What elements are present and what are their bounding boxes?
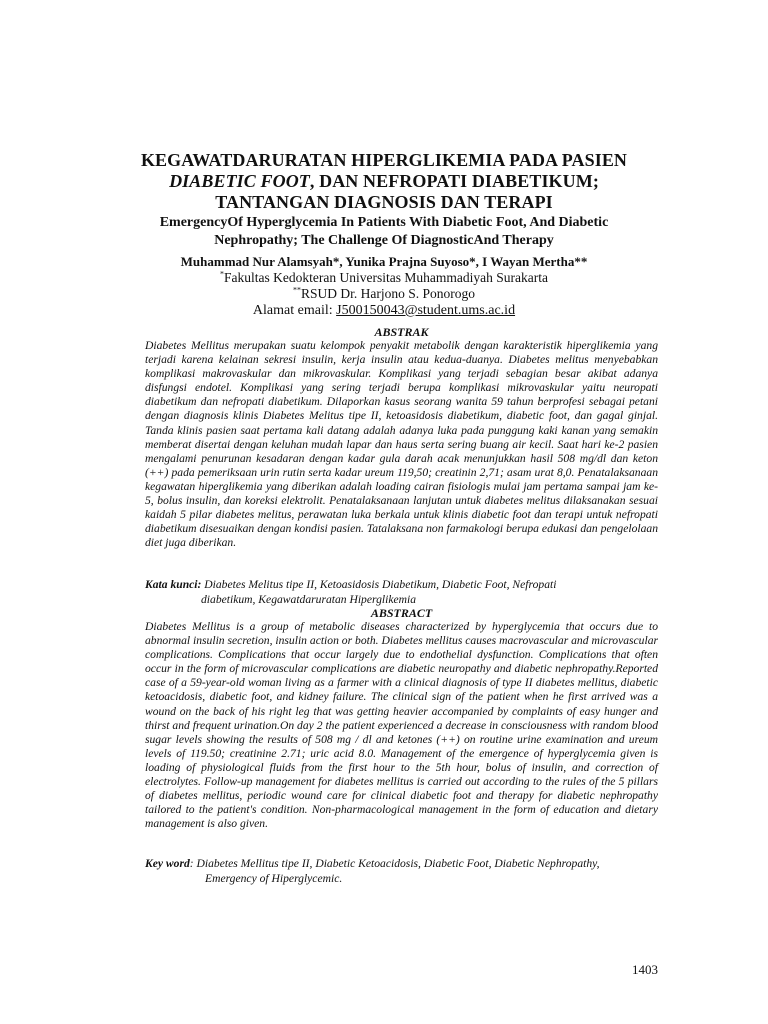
title-italic-term: DIABETIC FOOT [169, 171, 310, 191]
english-title-line-2: Nephropathy; The Challenge Of DiagnosticAnd Therapy [214, 233, 554, 248]
email-label: Alamat email: [252, 303, 337, 318]
key-word-line-2: Emergency of Hiperglycemic. [205, 871, 343, 885]
abstract-text: Diabetes Mellitus is a group of metabolic diseases characterized by hyperglycemia that occurs due to abnormal insulin secretion, insulin action or both. Diabetes mellitus causes macrovascular and microvascular complications. Complications that occur largely due to endothelial dysfunction. Complications that often occur in the form of microvascular complications are diabetic neuropathy and diabetic nephropathy.Reported case of a 59-year-old woman living as a farmer with a clinical diagnosis of type II diabetes mellitus, diabetic ketoacidosis, diabetic foot, and kidney failure. The clinical sign of the patient when he first arrived was a wound on the back of his right leg that was getting heavier accompanied by complaints of easy hunger and thirst and frequent urination.On day 2 the patient experienced a decrease in consciousness with random blood sugar levels showing the results of 508 mg / dl and ketones (++) on routine urine examination and ureum levels of 119.50; creatinine 2.71; uric acid 8.0. Management of the emergence of hyperglycemia given is loading of physiological fluids from the first hour to the 5th hour, bolus of insulin, and correction of electrolytes. Follow-up management for diabetes mellitus is carried out according to the rules of the 5 pillars of diabetes mellitus, periodic wound care for clinical diabetic foot and therapy for diabetic nephropathy tailored to the patient's condition. Non-pharmacological management in the form of education and dietary management is also given. [145, 620, 658, 831]
kata-kunci-label: Kata kunci: [145, 578, 202, 591]
key-word-label: Key word [145, 857, 190, 870]
affiliation-2-mark: ** [292, 285, 301, 295]
kata-kunci [145, 578, 658, 607]
email-link[interactable]: J500150043@student.ums.ac.id [336, 303, 516, 318]
abstrak-heading: ABSTRAK [374, 325, 429, 339]
abstrak-text: Diabetes Mellitus merupakan suatu kelompok penyakit metabolik dengan karakteristik hiperglikemia yang terjadi karena kelainan sekresi insulin, kerja insulin atau kedua-duanya. Diabetes melitus menyebabkan komplikasi makrovaskular dan mikrovaskular. Komplikasi yang terjadi sebagian besar akibat adanya disfungsi endotel. Komplikasi yang sering terjadi berupa komplikasi mikrovaskular yaitu neuropati diabetikum dan nefropati diabetikum. Dilaporkan kasus seorang wanita 59 tahun berprofesi sebagai petani dengan diagnosis klinis Diabetes Melitus tipe II, ketoasidosis diabetikum, diabetic foot, dan gagal ginjal. Tanda klinis pasien saat pertama kali datang adalah adanya luka pada punggung kaki kanan yang semakin memberat disertai dengan keluhan mudah lapar dan haus serta sering buang air kecil. Saat hari ke-2 pasien mengalami penurunan kesadaran dengan kadar gula darah acak menunjukkan hasil 508 mg/dl dan keton (++) pada pemeriksaan urin rutin serta kadar ureum 119,50; creatinin 2,71; asam urat 8,0. Penatalaksanaan kegawatan hiperglikemia yang diberikan adalah loading cairan fisiologis mulai jam pertama sampai jam ke-5, bolus insulin, dan koreksi elektrolit. Penatalaksanaan lanjutan untuk diabetes melitus dilaksanakan sesuai kaidah 5 pilar diabetes melitus, perawatan luka berkala untuk klinis diabetic foot dan terapi untuk nefropati diabetikum disesuaikan dengan kondisi pasien. Tatalaksana non farmakologi berupa edukasi dan pengelolaan diet juga diberikan. [145, 339, 658, 550]
title-line-2-rest: , DAN NEFROPATI DIABETIKUM; [309, 171, 599, 191]
abstract-heading: ABSTRACT [370, 606, 433, 620]
english-title-line-1: EmergencyOf Hyperglycemia In Patients With Diabetic Foot, And Diabetic [159, 215, 609, 230]
kata-kunci-line-1: Diabetes Melitus tipe II, Ketoasidosis Diabetikum, Diabetic Foot, Nefropati [201, 578, 557, 591]
authors: Muhammad Nur Alamsyah*, Yunika Prajna Suyoso*, I Wayan Mertha** [180, 254, 588, 269]
affiliation-1 [100, 270, 668, 286]
affiliation-2-text: RSUD Dr. Harjono S. Ponorogo [300, 286, 475, 301]
title-block [100, 150, 668, 320]
english-title [100, 214, 668, 250]
kata-kunci-line-2: diabetikum, Kegawatdaruratan Hiperglikemia [201, 592, 416, 606]
key-word-line-1: : Diabetes Mellitus tipe II, Diabetic Ketoacidosis, Diabetic Foot, Diabetic Nephropathy, [189, 857, 600, 870]
title-line-2 [100, 171, 668, 192]
email-line [100, 302, 668, 320]
title-line-3: TANTANGAN DIAGNOSIS DAN TERAPI [215, 192, 553, 212]
title-line-1: KEGAWATDARURATAN HIPERGLIKEMIA PADA PASIEN [140, 150, 628, 170]
affiliation-1-mark: * [220, 269, 225, 279]
affiliation-1-text: Fakultas Kedokteran Universitas Muhammadiyah Surakarta [224, 270, 548, 285]
page-number: 1403 [632, 962, 658, 977]
key-word [145, 857, 658, 886]
affiliation-2 [100, 286, 668, 302]
